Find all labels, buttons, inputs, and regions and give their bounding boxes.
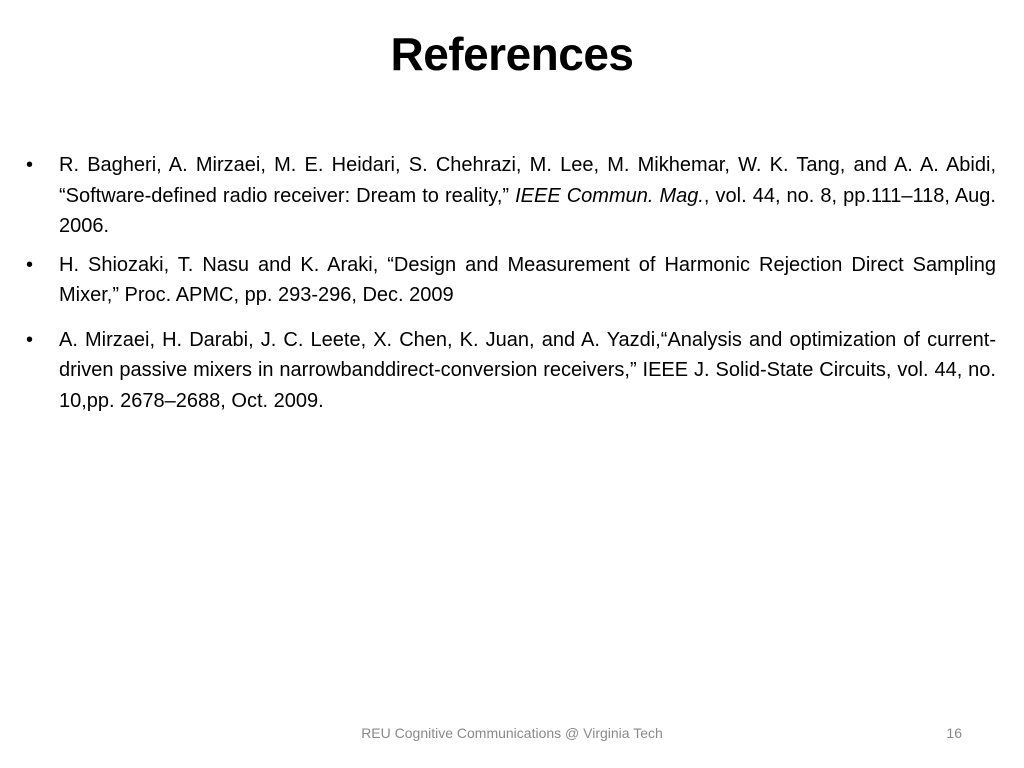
- reference-text: R. Bagheri, A. Mirzaei, M. E. Heidari, S. Chehrazi, M. Lee, M. Mikhemar, W. K. Tang, and A. A. Abidi, “Software-defined radio receiver: Dream to reality,”: [59, 154, 996, 207]
- slide-page-number: 16: [946, 725, 962, 741]
- reference-item: [26, 250, 996, 311]
- slide-title: References: [390, 28, 634, 80]
- reference-item: [26, 325, 996, 417]
- slide-footer: REU Cognitive Communications @ Virginia Tech: [361, 725, 663, 741]
- bullet-icon: •: [26, 154, 34, 176]
- reference-details: , vol. 44, no. 8, pp.111–118, Aug. 2006.: [59, 184, 996, 237]
- reference-text: A. Mirzaei, H. Darabi, J. C. Leete, X. Chen, K. Juan, and A. Yazdi,“Analysis and optimization of current-driven passive mixers in narrowbanddirect-conversion receivers,” IEEE J. Solid-State Circuits, vol. 44, no. 10,pp. 2678–2688, Oct. 2009.: [59, 328, 996, 412]
- bullet-icon: •: [26, 253, 34, 276]
- reference-item: [26, 150, 996, 242]
- reference-list: [0, 150, 1024, 416]
- journal-name: IEEE Commun. Mag.: [515, 184, 704, 207]
- bullet-icon: •: [26, 328, 34, 351]
- reference-text: H. Shiozaki, T. Nasu and K. Araki, “Design and Measurement of Harmonic Rejection Direct Sampling Mixer,” Proc. APMC, pp. 293-296, Dec. 2009: [59, 253, 996, 306]
